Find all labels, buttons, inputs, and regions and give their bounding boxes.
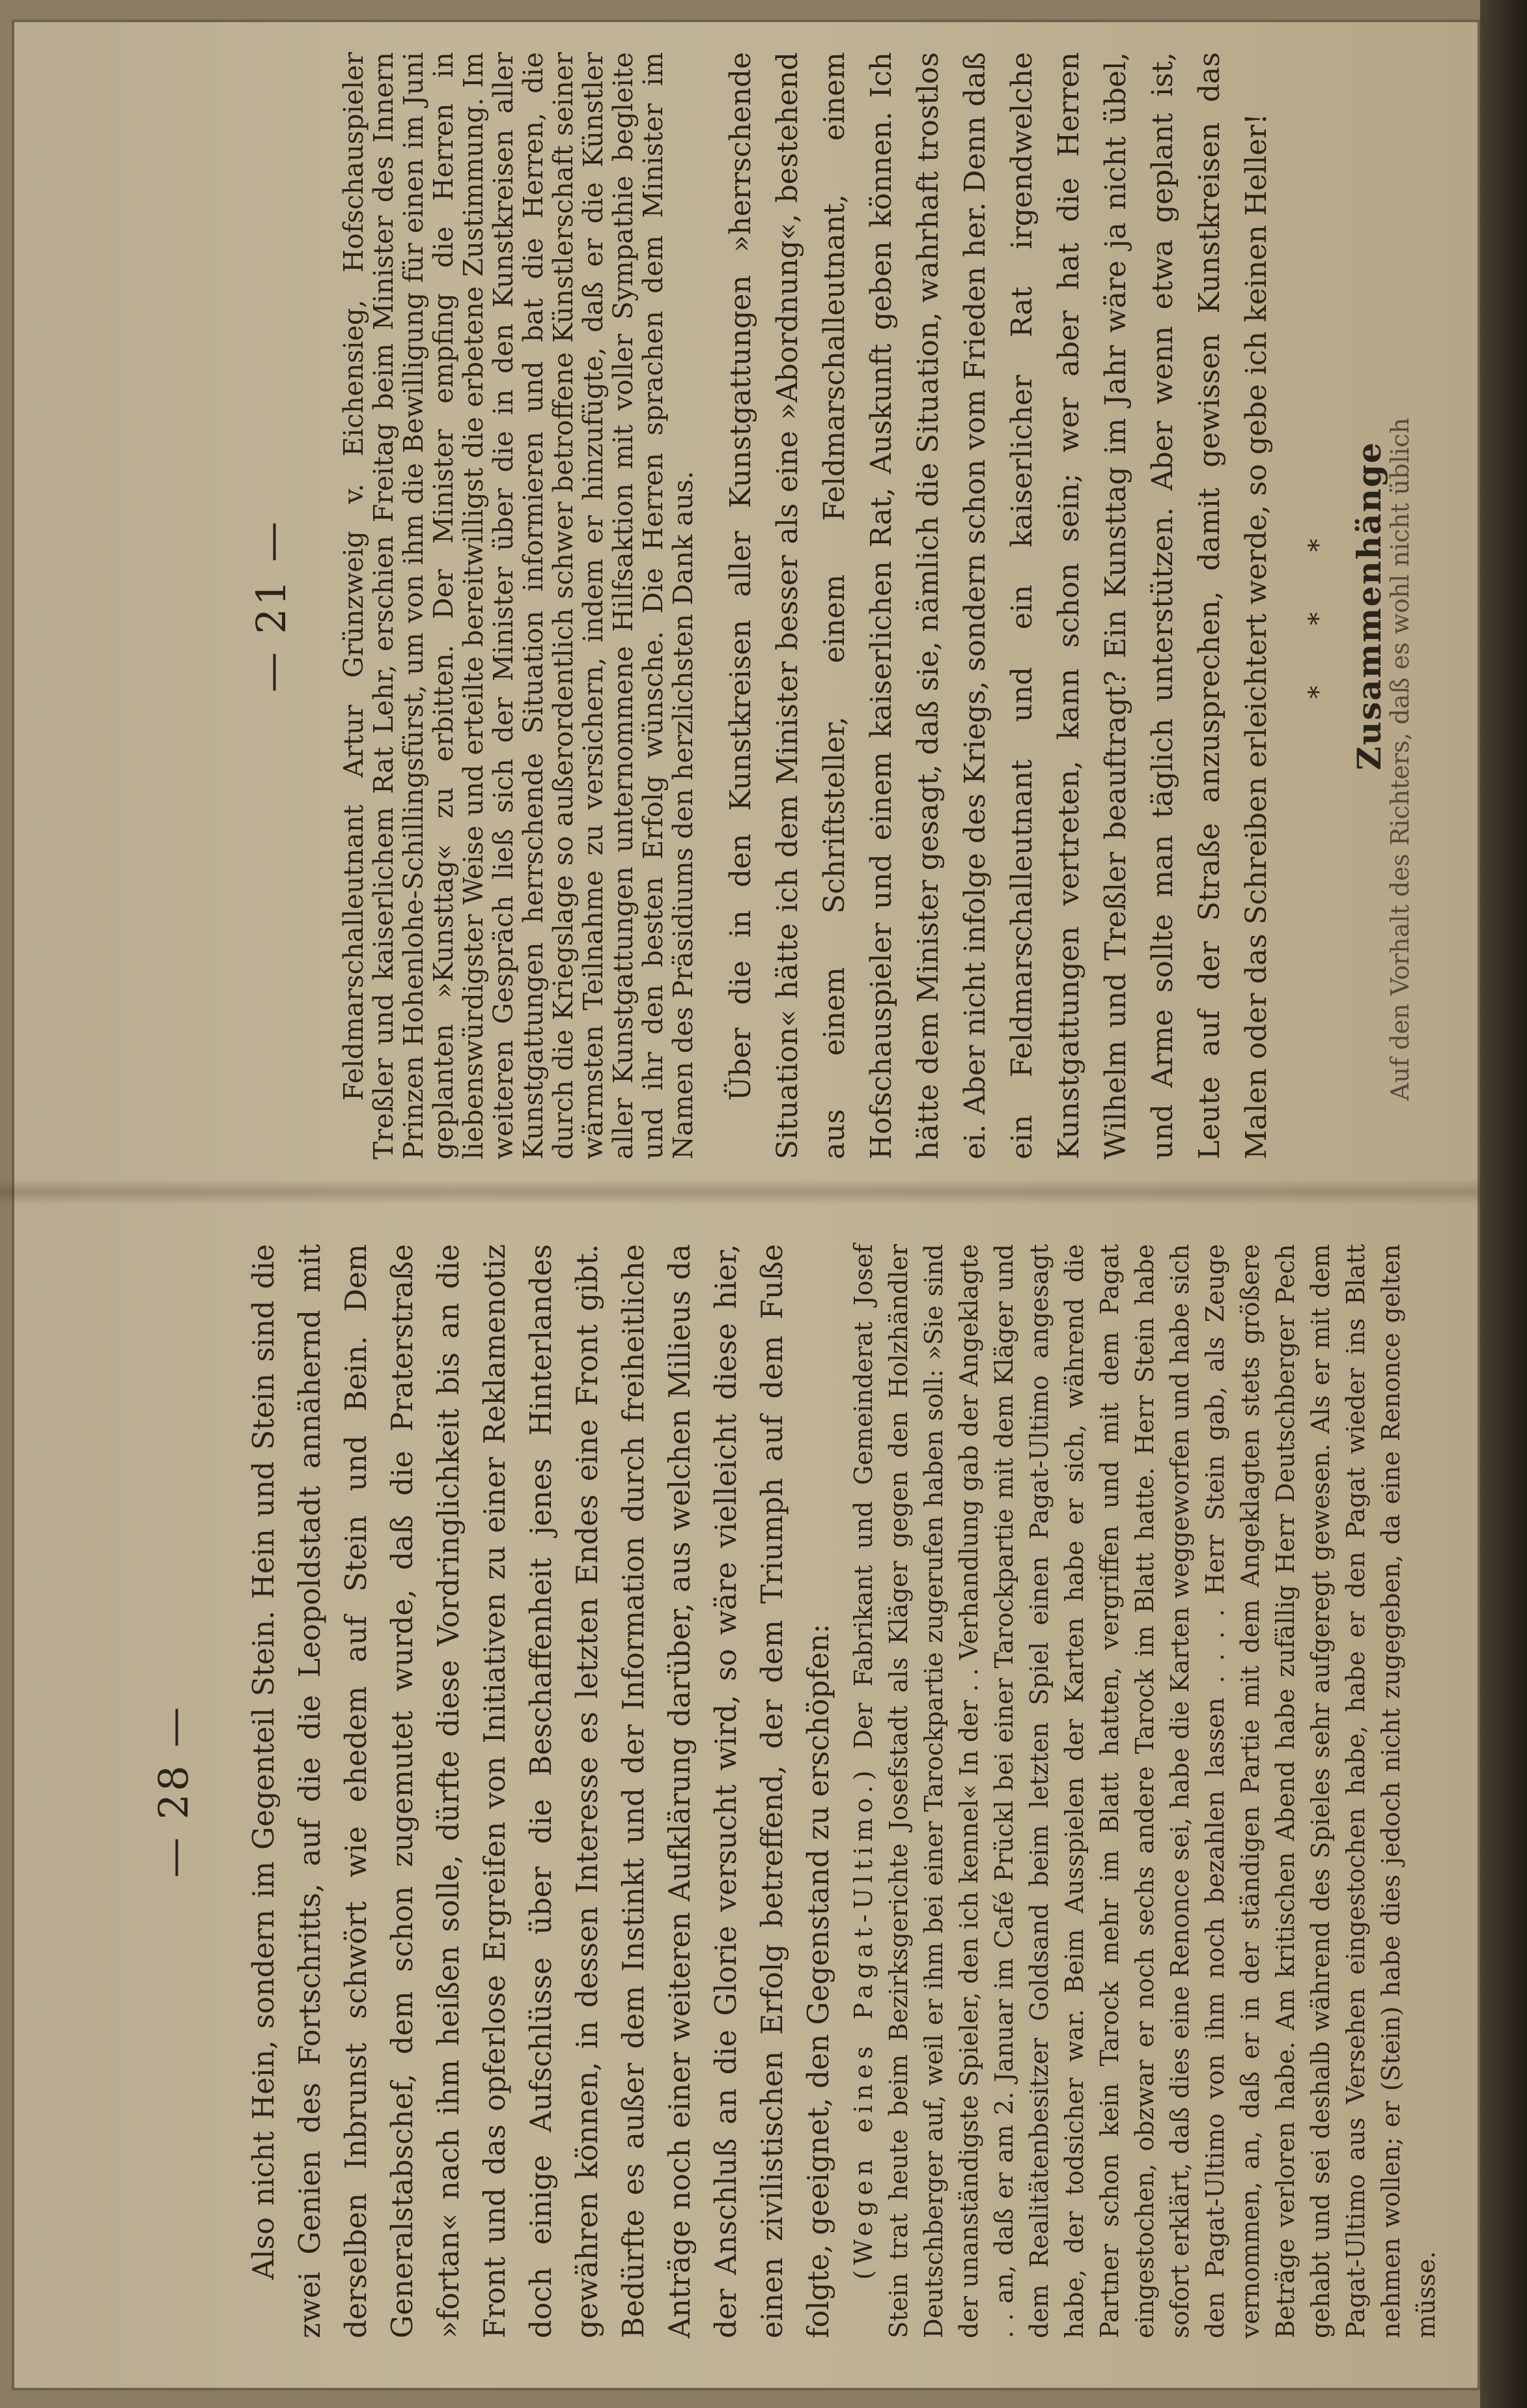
report-paragraph: Feldmarschalleutnant Artur Grünzweig v. Eichensieg, Hofschauspieler Treßler und kaiserlichem Rat Lehr, erschien Freitag beim Minister des Innern Prinzen Hohenlohe-Schillingsfürst, um von ihm die Bewilligung für einen im Juni geplanten »Kunsttag« zu erbitten. Der Minister empfing die Herren in liebenswürdigster Weise und erteilte bereitwilligst die erbetene Zustimmung. Im weiteren Gespräch ließ sich der Minister über die in den Kunstkreisen aller Kunstgattungen herrschende Situation informieren und bat die Herren, die durch die Kriegslage so außerordentlich schwer betroffene Künstlerschaft seiner wärmsten Teilnahme zu versichern, indem er hinzufügte, daß er die Künstler aller Kunstgattungen unternommene Hilfsaktion mit voller Sympathie begleite und ihr den besten Erfolg wünsche. Die Herren sprachen dem Minister im Namen des Präsidiums den herzlichsten Dank aus. bbox=[338, 52, 699, 1159]
page-body bbox=[339, 52, 1416, 1159]
citation-heading: (Wegen eines Pagat-Ultimo.) bbox=[849, 1765, 878, 2280]
body-paragraph: Also nicht Hein, sondern im Gegenteil Stein. Hein und Stein sind die zwei Genien des Fortschritts, auf die die Leopoldstadt annähernd mit derselben Inbrunst schwört wie ehedem auf Stein und Bein. Dem Generalstabschef, dem schon zugemutet wurde, daß die Praterstraße »fortan« nach ihm heißen solle, dürfte diese Vordringlichkeit bis an die Front und das opferlose Ergreifen von Initiativen zu einer Reklamenotiz doch einige Aufschlüsse über die Beschaffenheit jenes Hinterlandes gewähren können, in dessen Interesse es letzten Endes eine Front gibt. Bedürfte es außer dem Instinkt und der Information durch freiheitliche Anträge noch einer weiteren Aufklärung darüber, aus welchen Milieus da der Anschluß an die Glorie versucht wird, so wäre vielleicht diese hier, einen zivilistischen Erfolg betreffend, der dem Triumph auf dem Fuße folgte, geeignet, den Gegenstand zu erschöpfen: bbox=[247, 1244, 835, 2338]
section-divider: * * * bbox=[1304, 513, 1334, 699]
page-body bbox=[241, 1244, 1444, 2338]
citation-text: Der Fabrikant und Gemeinderat Josef Stein trat heute beim Bezirksgerichte Josefstadt als Kläger gegen den Holzhändler Deutschberger auf, weil er ihm bei einer Tarockpartie zugerufen haben soll: »Sie sind der unanständigste Spieler, den ich kennel« In der . . Verhandlung gab der Angeklagte . . an, daß er am 2. Januar im Café Prückl bei einer Tarockpartie mit dem Kläger und dem Realitätenbesitzer Goldsand beim letzten Spiel einen Pagat-Ultimo angesagt habe, der todsicher war. Beim Ausspielen der Karten habe er sich, während die Partner schon kein Tarock mehr im Blatt hatten, vergriffen und mit dem Pagat eingestochen, obzwar er noch sechs andere Tarock im Blatt hatte. Herr Stein habe sofort erklärt, daß dies eine Renonce sei, habe die Karten weggeworfen und habe sich den Pagat-Ultimo von ihm noch bezahlen lassen . . . . Herr Stein gab, als Zeuge vernommen, an, daß er in der ständigen Partie mit dem Angeklagten stets größere Beträge verloren habe. Am kritischen Abend habe zufällig Herr Deutschberger Pech gehabt und sei deshalb während des Spieles sehr aufgeregt gewesen. Als er mit dem Pagat-Ultimo aus Versehen eingestochen habe, habe er den Pagat wieder ins Blatt nehmen wollen; er (Stein) habe dies jedoch nicht zugegeben, da eine Renonce gelten müsse. bbox=[849, 1244, 1440, 2338]
trailing-line: Auf den Vorhalt des Richters, daß es wohl nicht üblich bbox=[1386, 418, 1414, 1101]
citation-paragraph bbox=[846, 1244, 1444, 2338]
page-number: — 28 — bbox=[150, 1704, 197, 1878]
page-28 bbox=[150, 1244, 1440, 2338]
page-number: — 21 — bbox=[247, 518, 295, 693]
binding-edge bbox=[1480, 0, 1527, 2408]
section-heading: Zusammenhänge bbox=[1350, 441, 1388, 771]
page-fold bbox=[0, 1179, 1480, 1205]
commentary-paragraph: Über die in den Kunstkreisen aller Kunstgattungen »herrschende Situation« hätte ich dem Minister besser als eine »Abordnung«, bestehend aus einem Schriftsteller, einem Feldmarschalleutnant, einem Hofschauspieler und einem kaiserlichen Rat, Auskunft geben können. Ich hätte dem Minister gesagt, daß sie, nämlich die Situation, wahrhaft trostlos ei. Aber nicht infolge des Kriegs, sondern schon vom Frieden her. Denn daß ein Feldmarschalleutnant und ein kaiserlicher Rat irgendwelche Kunstgattungen vertreten, kann schon sein; wer aber hat die Herren Wilhelm und Treßler beauftragt? Ein Kunsttag im Jahr wäre ja nicht übel, und Arme sollte man täglich unterstützen. Aber wenn etwa geplant ist, Leute auf der Straße anzusprechen, damit gewissen Kunstkreisen das Malen oder das Schreiben erleichtert werde, so gebe ich keinen Heller! bbox=[724, 52, 1273, 1159]
page-21 bbox=[247, 52, 1414, 1159]
